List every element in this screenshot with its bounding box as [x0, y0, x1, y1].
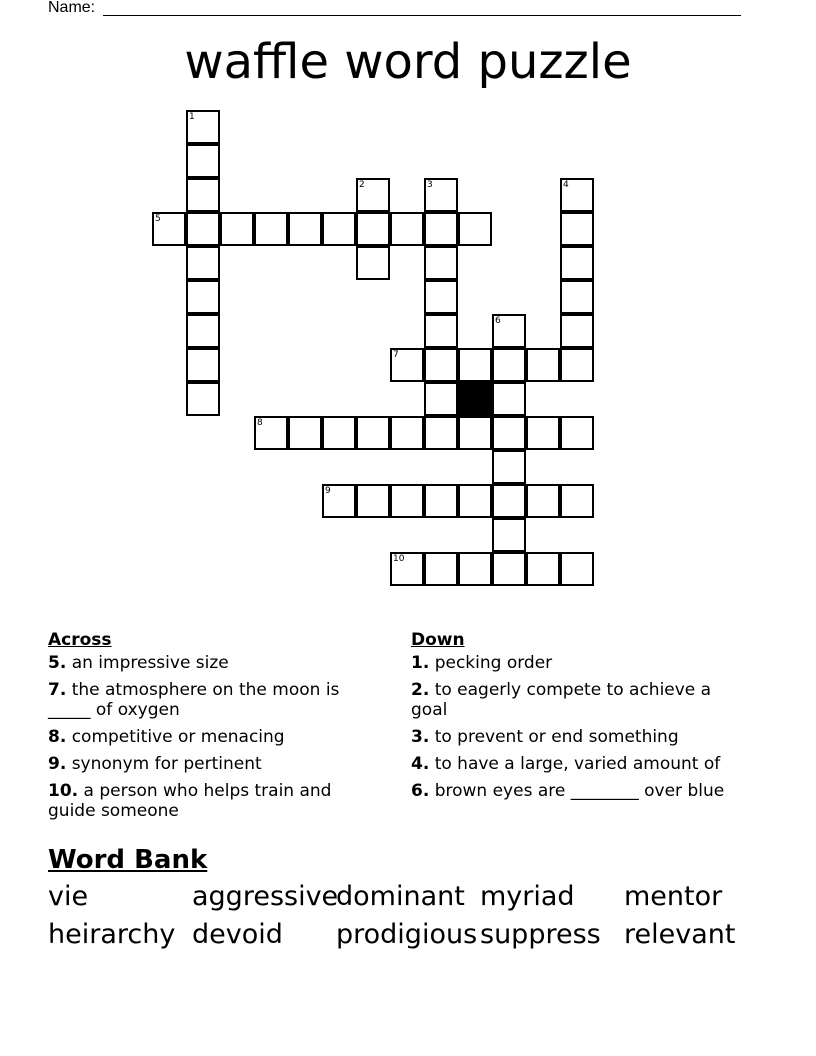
grid-cell[interactable] — [288, 212, 322, 246]
grid-cell[interactable] — [492, 484, 526, 518]
word-bank-word: suppress — [480, 919, 601, 950]
grid-cell[interactable] — [560, 416, 594, 450]
word-bank-word: myriad — [480, 881, 575, 912]
word-bank-word: aggressive — [192, 881, 339, 912]
grid-cell[interactable] — [492, 450, 526, 484]
grid-cell[interactable] — [322, 484, 356, 518]
grid-cell[interactable] — [186, 382, 220, 416]
grid-cell[interactable] — [186, 314, 220, 348]
word-bank-word: relevant — [624, 919, 736, 950]
clue-num: 6. — [411, 781, 430, 801]
grid-cell[interactable] — [492, 518, 526, 552]
grid-cell[interactable] — [356, 416, 390, 450]
grid-cell[interactable] — [390, 416, 424, 450]
grid-cell[interactable] — [186, 178, 220, 212]
grid-cell[interactable] — [356, 484, 390, 518]
grid-cell[interactable] — [186, 144, 220, 178]
grid-cell[interactable] — [390, 484, 424, 518]
grid-cell[interactable] — [390, 348, 424, 382]
clue-text: competitive or menacing — [66, 727, 285, 747]
clue-number: 4 — [563, 180, 569, 190]
word-bank-word: devoid — [192, 919, 283, 950]
word-bank-word: dominant — [336, 881, 465, 912]
word-bank-word: vie — [48, 881, 89, 912]
across-clue — [48, 781, 368, 821]
across-clue — [48, 754, 368, 774]
grid-cell[interactable] — [526, 552, 560, 586]
grid-cell[interactable] — [526, 416, 560, 450]
grid-cell[interactable] — [322, 416, 356, 450]
clue-num: 2. — [411, 680, 430, 700]
grid-cell[interactable] — [526, 348, 560, 382]
grid-cell[interactable] — [424, 416, 458, 450]
grid-cell[interactable] — [492, 314, 526, 348]
grid-cell[interactable] — [492, 552, 526, 586]
clue-number: 9 — [325, 486, 331, 496]
grid-cell[interactable] — [492, 348, 526, 382]
down-clues — [411, 630, 731, 808]
grid-cell[interactable] — [424, 212, 458, 246]
clue-number: 3 — [427, 180, 433, 190]
clue-text: the atmosphere on the moon is _____ of oxygen — [48, 680, 340, 720]
clue-number: 1 — [189, 112, 195, 122]
clue-text: to eagerly compete to achieve a goal — [411, 680, 712, 720]
clue-num: 3. — [411, 727, 430, 747]
grid-cell[interactable] — [186, 348, 220, 382]
grid-cell[interactable] — [424, 314, 458, 348]
clue-text: a person who helps train and guide someone — [48, 781, 332, 821]
grid-cell[interactable] — [424, 552, 458, 586]
clue-number: 5 — [155, 214, 161, 224]
clue-text: pecking order — [429, 653, 553, 673]
grid-cell[interactable] — [424, 246, 458, 280]
clue-text: to prevent or end something — [429, 727, 679, 747]
grid-cell[interactable] — [458, 416, 492, 450]
grid-cell[interactable] — [560, 314, 594, 348]
clue-num: 9. — [48, 754, 67, 774]
word-bank — [48, 881, 768, 951]
down-clue — [411, 727, 731, 747]
clue-num: 7. — [48, 680, 67, 700]
word-bank-word: heirarchy — [48, 919, 176, 950]
grid-cell[interactable] — [492, 416, 526, 450]
down-clue — [411, 680, 731, 720]
down-heading: Down — [411, 630, 465, 650]
grid-cell[interactable] — [458, 212, 492, 246]
grid-cell[interactable] — [424, 382, 458, 416]
clue-num: 1. — [411, 653, 430, 673]
grid-cell[interactable] — [254, 416, 288, 450]
clue-num: 4. — [411, 754, 430, 774]
grid-cell[interactable] — [458, 552, 492, 586]
page-title: waffle word puzzle — [184, 34, 632, 90]
grid-cell[interactable] — [560, 178, 594, 212]
clue-text: synonym for pertinent — [66, 754, 262, 774]
grid-cell[interactable] — [288, 416, 322, 450]
grid-cell[interactable] — [186, 212, 220, 246]
grid-cell[interactable] — [186, 246, 220, 280]
down-clue — [411, 781, 731, 801]
grid-cell[interactable] — [424, 484, 458, 518]
grid-cell[interactable] — [390, 552, 424, 586]
clue-number: 6 — [495, 316, 501, 326]
clue-number: 10 — [393, 554, 405, 564]
grid-cell[interactable] — [560, 484, 594, 518]
clue-num: 5. — [48, 653, 67, 673]
grid-cell[interactable] — [526, 484, 560, 518]
clue-number: 8 — [257, 418, 263, 428]
clue-text: brown eyes are ________ over blue — [429, 781, 725, 801]
word-bank-word: prodigious — [336, 919, 478, 950]
grid-cell[interactable] — [492, 382, 526, 416]
grid-cell[interactable] — [560, 552, 594, 586]
grid-cell[interactable] — [458, 484, 492, 518]
word-bank-title: Word Bank — [48, 845, 208, 875]
grid-cell[interactable] — [560, 280, 594, 314]
clue-number: 7 — [393, 350, 399, 360]
grid-cell[interactable] — [560, 348, 594, 382]
clue-num: 8. — [48, 727, 67, 747]
grid-cell[interactable] — [424, 348, 458, 382]
grid-cell[interactable] — [390, 212, 424, 246]
across-clue — [48, 727, 368, 747]
grid-cell[interactable] — [560, 246, 594, 280]
clue-number: 2 — [359, 180, 365, 190]
clue-text: an impressive size — [66, 653, 229, 673]
grid-cell[interactable] — [220, 212, 254, 246]
grid-cell[interactable] — [152, 212, 186, 246]
black-cell — [458, 382, 492, 416]
clue-num: 10. — [48, 781, 79, 801]
across-heading: Across — [48, 630, 112, 650]
grid-cell[interactable] — [356, 178, 390, 212]
grid-cell[interactable] — [186, 280, 220, 314]
word-bank-word: mentor — [624, 881, 723, 912]
across-clue — [48, 680, 368, 720]
grid-cell[interactable] — [560, 212, 594, 246]
grid-cell[interactable] — [254, 212, 288, 246]
down-clue — [411, 653, 731, 673]
grid-cell[interactable] — [186, 110, 220, 144]
across-clues — [48, 630, 368, 828]
grid-cell[interactable] — [356, 212, 390, 246]
across-clue — [48, 653, 368, 673]
grid-cell[interactable] — [458, 348, 492, 382]
down-clue — [411, 754, 731, 774]
grid-cell[interactable] — [322, 212, 356, 246]
grid-cell[interactable] — [356, 246, 390, 280]
grid-cell[interactable] — [424, 280, 458, 314]
grid-cell[interactable] — [424, 178, 458, 212]
name-label: Name: — [48, 0, 96, 16]
clue-text: to have a large, varied amount of — [429, 754, 721, 774]
